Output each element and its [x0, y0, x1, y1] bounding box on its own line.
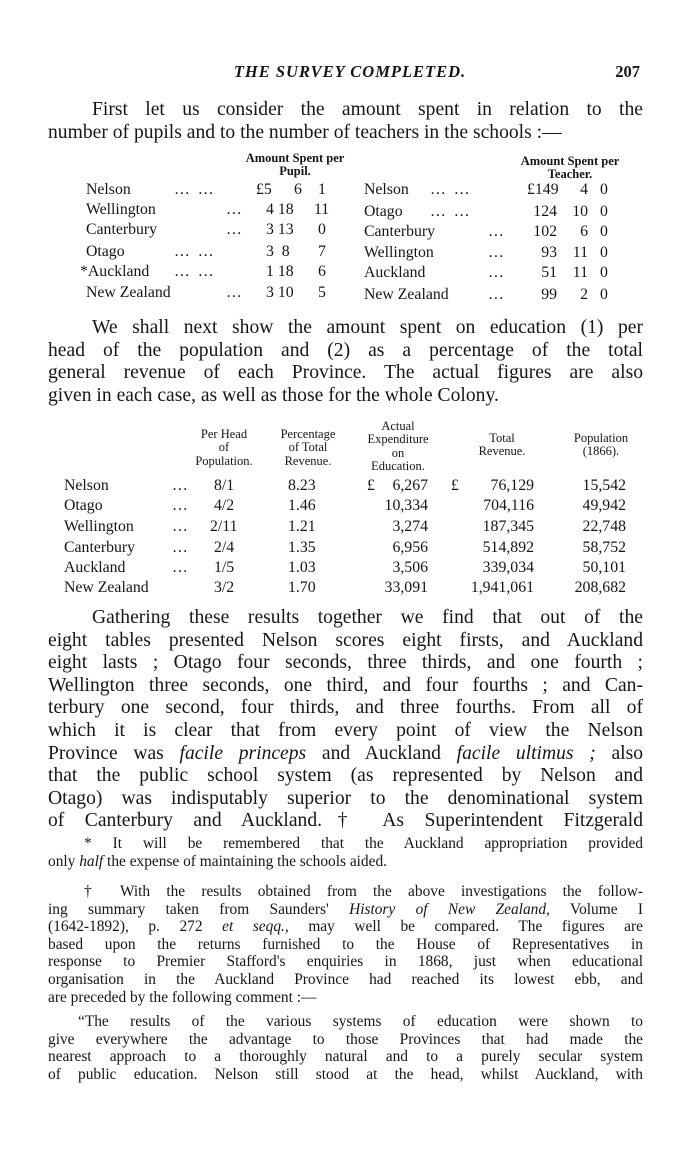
- paragraph: We shall next show the amount spent on education (1) per head of the population and (2) as a percentage of the total general revenue of each Province. The actual figures are also given in each case, as well as those for the whole Colony.: [48, 317, 643, 406]
- per-teacher-heading: Amount Spent per Teacher.: [520, 154, 620, 181]
- intro-paragraph: [48, 98, 643, 144]
- col-header-total: Total Revenue.: [478, 431, 526, 459]
- footnote: † With the results obtained from the above investigations the follow- ing summary taken from Saunders' History of New Zealand, Volume I (1642-1892), p. 272 et seqq., may well be compared. The figures are based upon the returns furnished to the House of Representatives in response to Premier Stafford's enquiries in 1868, just when educational organisation in the Auckland Province had reached its lowest ebb, and are preceded by the following comment :—: [48, 883, 644, 1006]
- col-header-per-head: Per Head of Population.: [195, 427, 253, 468]
- text-line: First let us consider the amount spent in relation to the: [92, 99, 643, 120]
- paragraph: Gathering these results together we find that out of the eight tables presented Nelson scores eight firsts, and Auckland eight lasts ; Otago four seconds, three thirds, and one fourth ; Wellington three seconds, one third, and four fourths ; and Can- terbury one second, four thirds, and three fourths. From all of which it is clear that from every point of view the Nelson Province was facile princeps and Auckland facile ultimus ; also that the public school system (as represented by Nelson and Otago) was indisputably superior to the denominational system of Canterbury and Auckland.† As Superintendent Fitzgerald: [48, 607, 643, 832]
- text-line: number of pupils and to the number of teachers in the schools :—: [48, 122, 562, 143]
- col-header-population: Population (1866).: [573, 431, 629, 459]
- page-number: 207: [615, 62, 640, 81]
- col-header-actual: Actual Expenditure on Education.: [367, 419, 429, 474]
- col-header-percentage: Percentage of Total Revenue.: [280, 427, 336, 468]
- quoted-passage: “The results of the various systems of education were shown to give everywhere the advantage to those Provinces that had made the nearest approach to a thoroughly natural and to a purely secular system of public education. Nelson still stood at the head, whilst Auckland, with: [48, 1013, 643, 1083]
- running-header: THE SURVEY COMPLETED.: [233, 62, 467, 81]
- footnote: * It will be remembered that the Auckland appropriation provided only half the expense of maintaining the schools aided.: [48, 835, 643, 870]
- per-pupil-heading: Amount Spent per Pupil.: [245, 151, 345, 178]
